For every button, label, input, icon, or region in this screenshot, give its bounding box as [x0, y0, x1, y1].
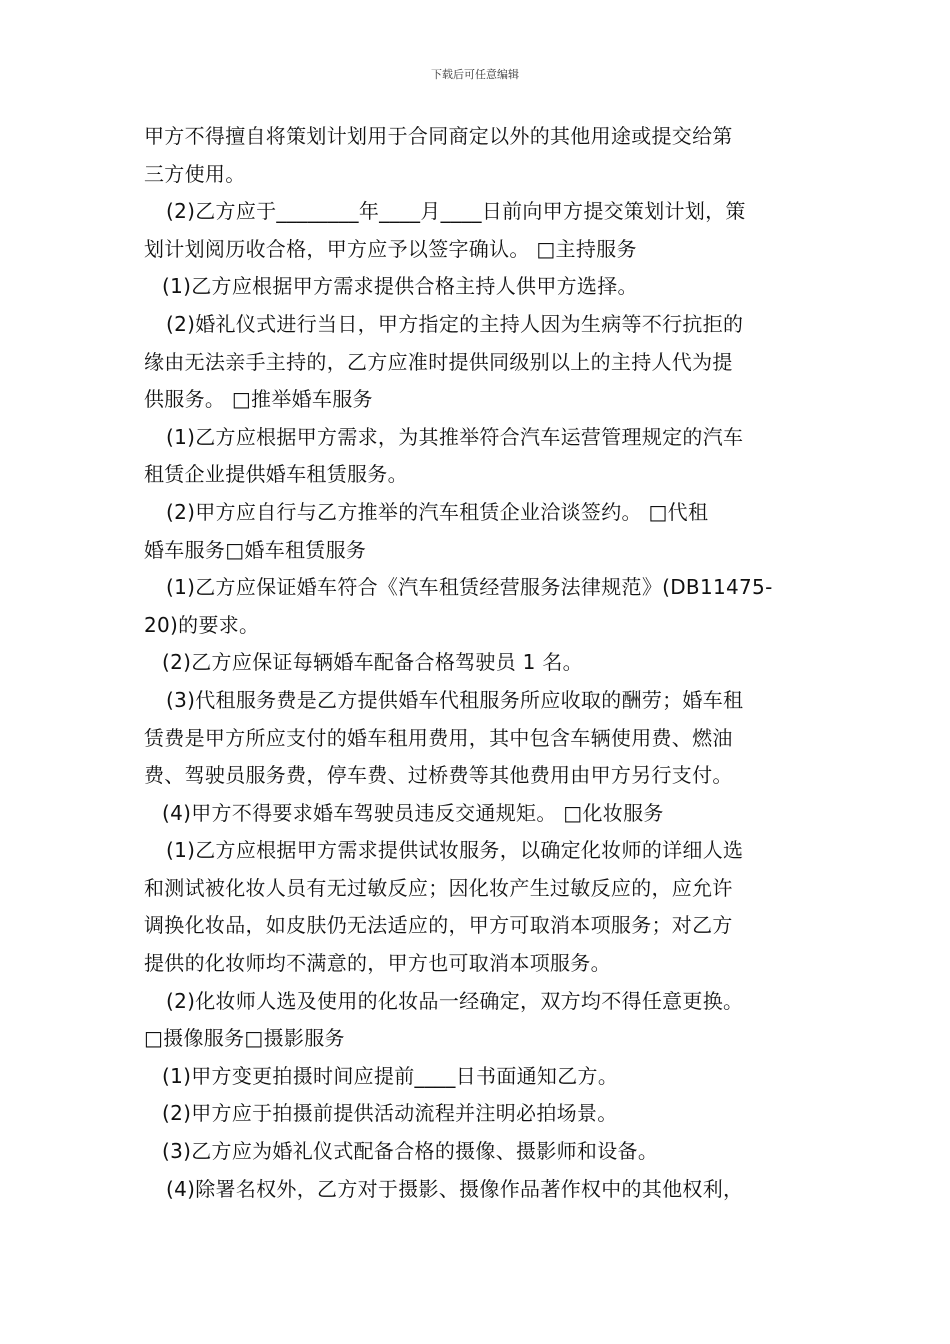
text-line: (3)乙方应为婚礼仪式配备合格的摄像、摄影师和设备。 [162, 1139, 659, 1164]
text-line: 三方使用。 [144, 161, 246, 186]
text-line: 和测试被化妆人员有无过敏反应；因化妆产生过敏反应的，应允许 [144, 875, 733, 900]
text-line: 缘由无法亲手主持的，乙方应准时提供同级别以上的主持人代为提 [144, 349, 733, 374]
text-line: (1)乙方应根据甲方需求，为其推举符合汽车运营管理规定的汽车 [166, 424, 744, 449]
document-body [144, 118, 814, 1208]
text-line: (4)甲方不得要求婚车驾驶员违反交通规矩。 □化妆服务 [162, 800, 664, 825]
text-line: (2)乙方应保证每辆婚车配备合格驾驶员 1 名。 [162, 650, 583, 675]
text-line: 费、驾驶员服务费，停车费、过桥费等其他费用由甲方另行支付。 [144, 763, 733, 788]
text-line: (1)乙方应保证婚车符合《汽车租赁经营服务法律规范》(DB11475- [166, 575, 773, 600]
text-line: (2)甲方应于拍摄前提供活动流程并注明必拍场景。 [162, 1101, 618, 1126]
text-line: (2)化妆师人选及使用的化妆品一经确定，双方均不得任意更换。 [166, 988, 744, 1013]
text-line: (3)代租服务费是乙方提供婚车代租服务所应收取的酬劳；婚车租 [166, 687, 744, 712]
text-line: (2)甲方应自行与乙方推举的汽车租赁企业洽谈签约。 □代租 [166, 499, 709, 524]
text-line: 婚车服务□婚车租赁服务 [144, 537, 367, 562]
text-line: 租赁企业提供婚车租赁服务。 [144, 462, 408, 487]
text-line: 划计划阅历收合格，甲方应予以签字确认。 □主持服务 [144, 236, 637, 261]
text-line: 调换化妆品，如皮肤仍无法适应的，甲方可取消本项服务；对乙方 [144, 913, 733, 938]
text-line: 20)的要求。 [144, 612, 260, 637]
text-line: (2)乙方应于________年____月____日前向甲方提交策划计划，策 [166, 199, 746, 224]
page-header-note: 下载后可任意编辑 [431, 68, 519, 81]
text-line: □摄像服务□摄影服务 [144, 1026, 345, 1051]
text-line: 提供的化妆师均不满意的，甲方也可取消本项服务。 [144, 951, 611, 976]
text-line: (2)婚礼仪式进行当日，甲方指定的主持人因为生病等不行抗拒的 [166, 311, 744, 336]
text-line: 赁费是甲方所应支付的婚车租用费用，其中包含车辆使用费、燃油 [144, 725, 733, 750]
text-line: 供服务。 □推举婚车服务 [144, 387, 373, 412]
text-line: (1)甲方变更拍摄时间应提前____日书面通知乙方。 [162, 1063, 619, 1088]
text-line: (1)乙方应根据甲方需求提供试妆服务，以确定化妆师的详细人选 [166, 838, 744, 863]
text-line: 甲方不得擅自将策划计划用于合同商定以外的其他用途或提交给第 [144, 124, 733, 148]
text-line: (4)除署名权外，乙方对于摄影、摄像作品著作权中的其他权利， [166, 1176, 744, 1201]
text-line: (1)乙方应根据甲方需求提供合格主持人供甲方选择。 [162, 274, 638, 299]
